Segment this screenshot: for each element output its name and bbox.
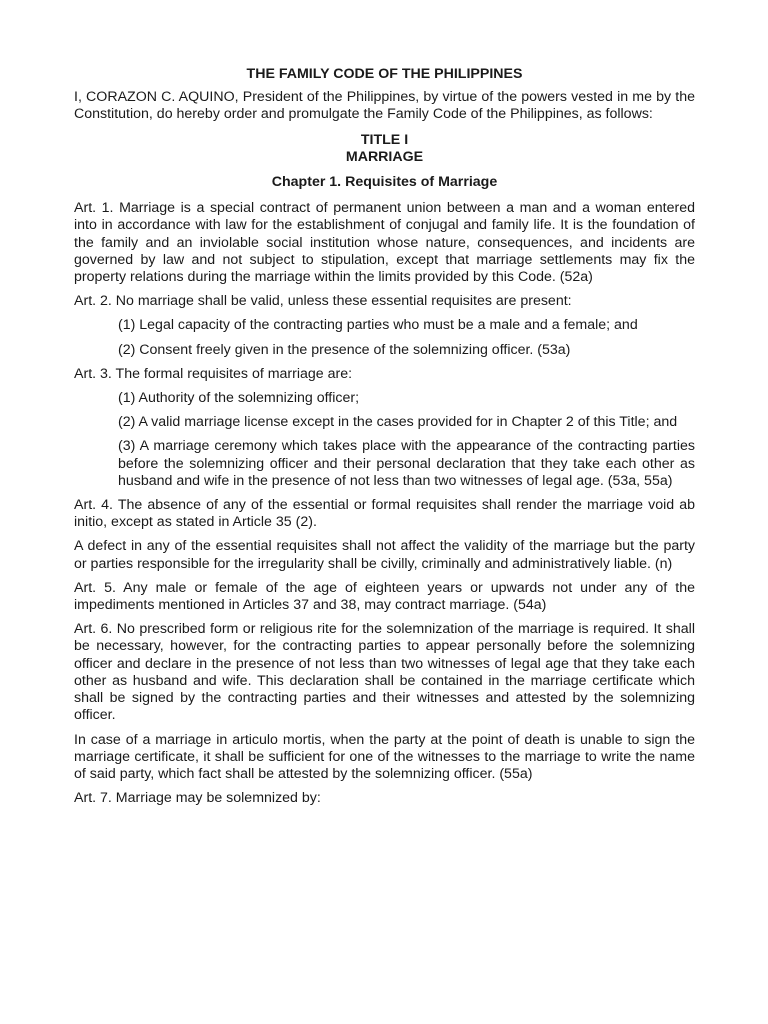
title-label: TITLE I [360,131,409,148]
chapter-heading: Chapter 1. Requisites of Marriage [271,174,498,191]
title-name: MARRIAGE [345,148,424,165]
article-3-item-1: (1) Authority of the solemnizing officer; [118,390,360,407]
article-6-paragraph-2: In case of a marriage in articulo mortis, when the party at the point of death is unable to sign the marriage certificate, it shall be sufficient for one of the witnesses to the marriage to write the name of said party, which fact shall be attested by the solemnizing officer. (55a) [74,731,695,782]
document-title: THE FAMILY CODE OF THE PHILIPPINES [246,66,523,82]
article-1: Art. 1. Marriage is a special contract of permanent union between a man and a woman entered into in accordance with law for the establishment of conjugal and family life. It is the foundation of the family and an inviolable social institution whose nature, consequences, and incidents are governed by law and not subject to stipulation, except that marriage settlements may fix the property relations during the marriage within the limits provided by this Code. (52a) [74,200,695,286]
article-6: Art. 6. No prescribed form or religious rite for the solemnization of the marriage is required. It shall be necessary, however, for the contracting parties to appear personally before the solemnizing officer and declare in the presence of not less than two witnesses of legal age that they take each other as husband and wife. This declaration shall be contained in the marriage certificate which shall be signed by the contracting parties and their witnesses and attested by the solemnizing officer. [74,621,695,724]
article-4-paragraph-2: A defect in any of the essential requisites shall not affect the validity of the marriage but the party or parties responsible for the irregularity shall be civilly, criminally and administratively liable. (n) [74,538,695,572]
article-2-item-2: (2) Consent freely given in the presence of the solemnizing officer. (53a) [118,341,571,358]
article-5: Art. 5. Any male or female of the age of eighteen years or upwards not under any of the impediments mentioned in Articles 37 and 38, may contract marriage. (54a) [74,579,695,614]
title-heading [74,132,695,166]
article-3: Art. 3. The formal requisites of marriage are: [74,365,353,382]
article-4: Art. 4. The absence of any of the essential or formal requisites shall render the marriage void ab initio, except as stated in Article 35 (2). [74,497,695,531]
article-3-item-2: (2) A valid marriage license except in the cases provided for in Chapter 2 of this Title; and [118,414,678,431]
article-3-item-3: (3) A marriage ceremony which takes place with the appearance of the contracting parties before the solemnizing officer and their personal declaration that they take each other as husband and wife in the presence of not less than two witnesses of legal age. (53a, 55a) [118,438,695,489]
preamble-paragraph: I, CORAZON C. AQUINO, President of the Philippines, by virtue of the powers vested in me by the Constitution, do hereby order and promulgate the Family Code of the Philippines, as follows: [74,89,695,123]
article-2-item-1: (1) Legal capacity of the contracting parties who must be a male and a female; and [118,317,638,334]
article-7: Art. 7. Marriage may be solemnized by: [74,790,321,807]
article-2: Art. 2. No marriage shall be valid, unless these essential requisites are present: [74,293,572,310]
